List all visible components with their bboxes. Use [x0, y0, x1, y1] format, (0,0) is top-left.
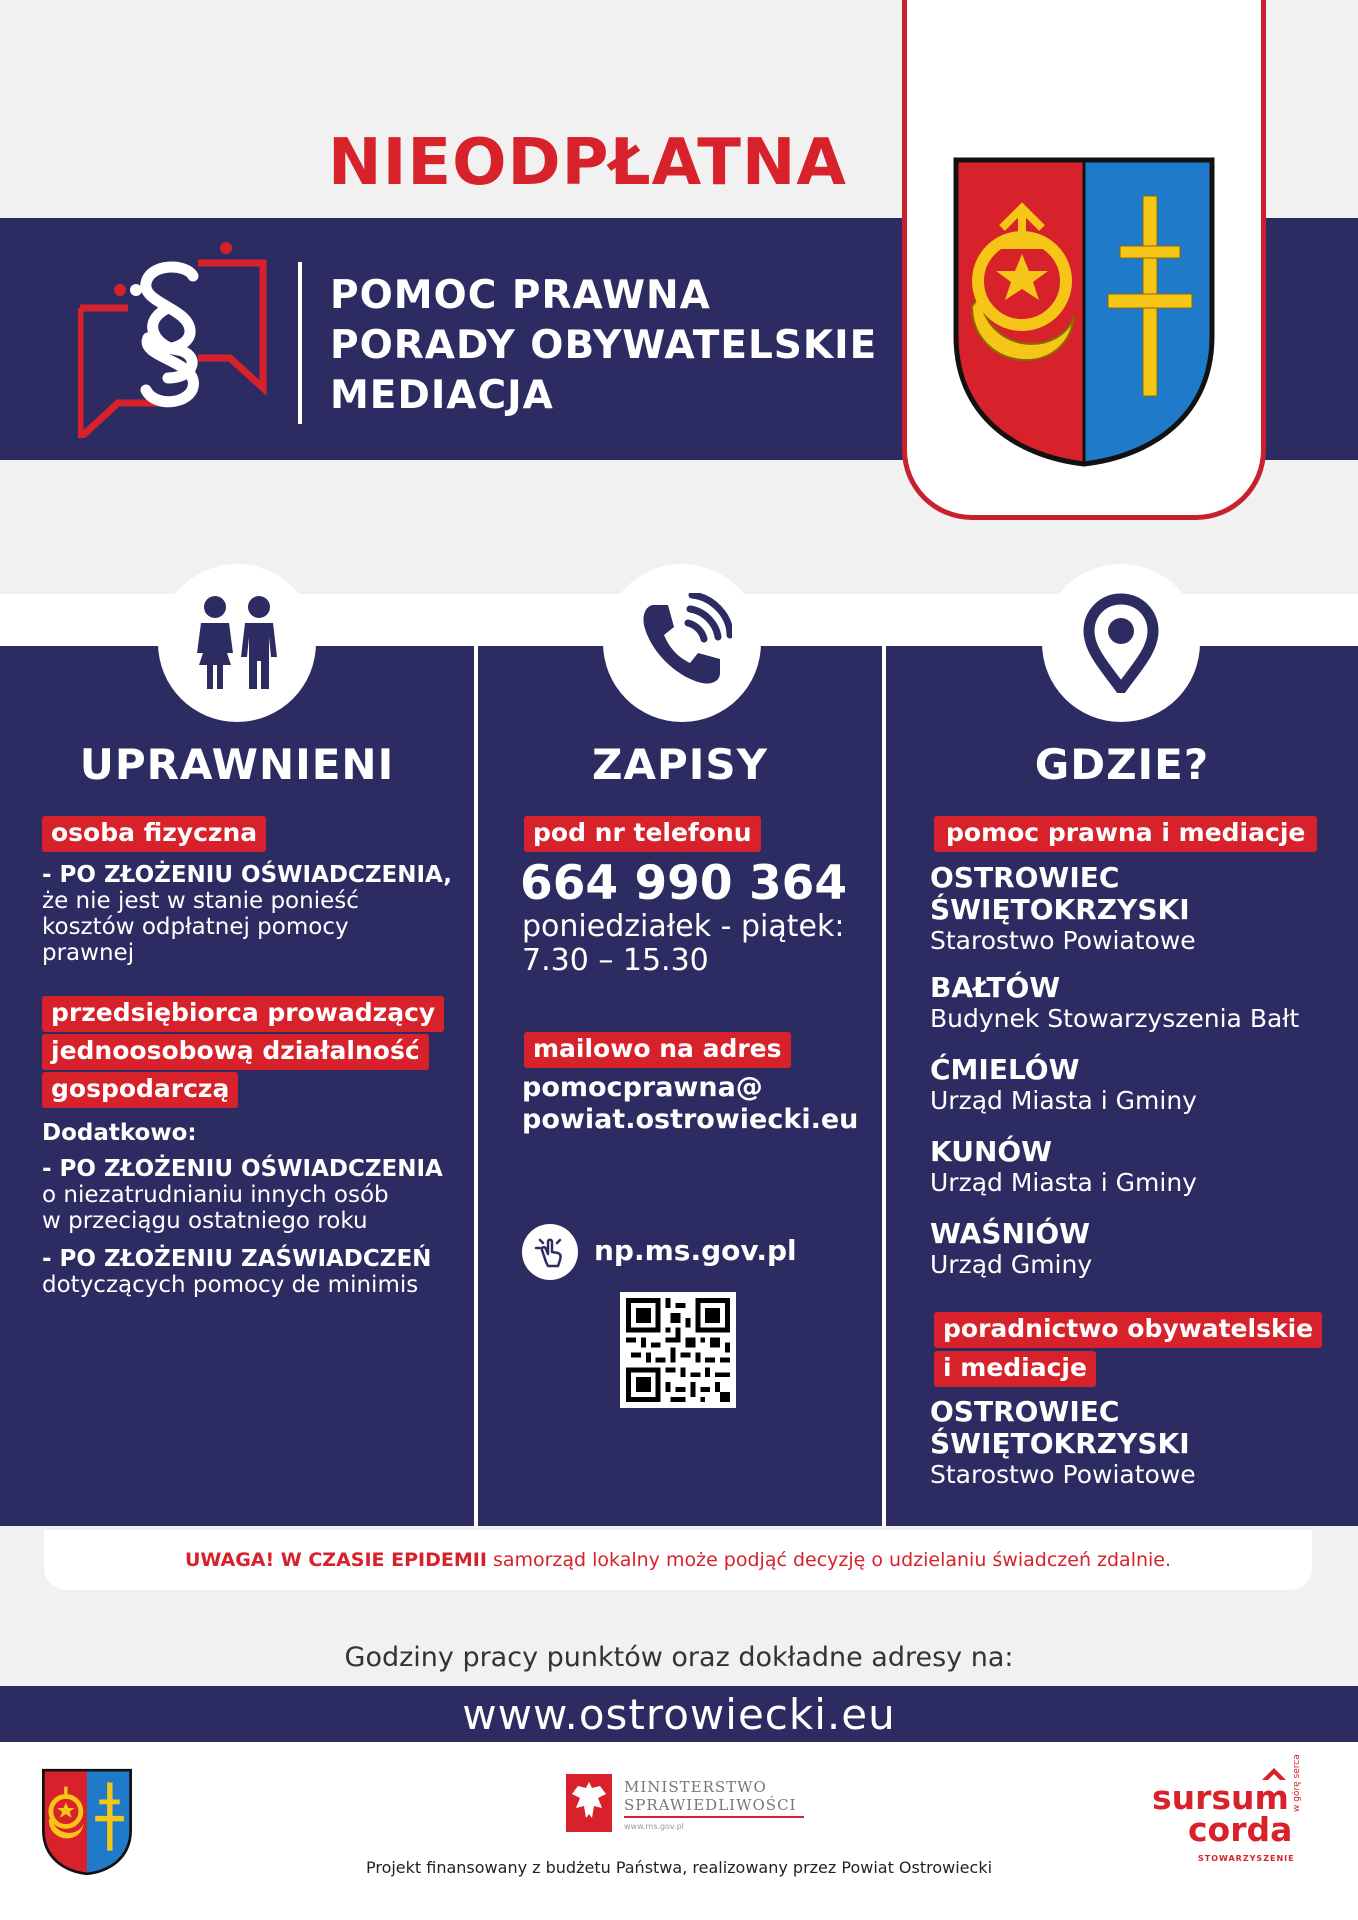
- ministry-name-line: MINISTERSTWO: [624, 1778, 767, 1796]
- notice-bold: UWAGA! W CZASIE EPIDEMII: [184, 1549, 487, 1571]
- additional-label: Dodatkowo:: [42, 1120, 197, 1146]
- sursum-side-text: w górę serca: [1292, 1754, 1302, 1812]
- service-legal-aid: POMOC PRAWNA: [330, 273, 711, 318]
- office-time: 7.30 – 15.30: [522, 943, 709, 978]
- tag-line: gospodarczą: [42, 1072, 238, 1108]
- location-name: ĆMIELÓW: [930, 1053, 1080, 1086]
- coat-of-arms-icon: [952, 156, 1216, 468]
- location-office: Budynek Stowarzyszenia Bałt: [930, 1004, 1300, 1033]
- column-title-zapisy: ZAPISY: [591, 740, 769, 789]
- column-title-uprawnieni: UPRAWNIENI: [79, 740, 395, 789]
- location-item: [930, 1054, 1299, 1116]
- location-name: BAŁTÓW: [930, 971, 1061, 1004]
- location-item: [930, 1396, 1196, 1490]
- website-link[interactable]: www.ostrowiecki.eu: [0, 1686, 1358, 1742]
- condition-line: o niezatrudnianiu innych osób: [42, 1182, 389, 1208]
- location-office: Starostwo Powiatowe: [930, 926, 1196, 955]
- tag-natural-person: osoba fizyczna: [42, 816, 266, 852]
- location-name: ŚWIĘTOKRZYSKI: [930, 1427, 1190, 1460]
- sursum-sub: STOWARZYSZENIE: [1198, 1854, 1295, 1863]
- hours-info: Godziny pracy punktów oraz dokładne adresy na:: [344, 1642, 1014, 1673]
- column-title-gdzie: GDZIE?: [1034, 740, 1210, 789]
- tag-line: i mediacje: [934, 1351, 1096, 1387]
- email-address[interactable]: [522, 1072, 858, 1136]
- office-hours: [522, 910, 844, 978]
- phone-icon: [603, 564, 761, 722]
- location-item: [930, 862, 1299, 956]
- location-pin-icon: [1042, 564, 1200, 722]
- location-list: [930, 862, 1299, 1280]
- entrepreneur-conditions: [42, 1156, 443, 1298]
- corda-word: corda: [1188, 1810, 1293, 1849]
- service-civic-advice: PORADY OBYWATELSKIE: [330, 323, 878, 368]
- tag-line: poradnictwo obywatelskie: [934, 1312, 1322, 1348]
- tag-legal-aid-mediation: pomoc prawna i mediacje: [934, 816, 1317, 852]
- condition-line: kosztów odpłatnej pomocy: [42, 914, 349, 940]
- website-link-np[interactable]: np.ms.gov.pl: [594, 1234, 797, 1267]
- ministry-url: www.ms.gov.pl: [624, 1822, 684, 1831]
- location-name: OSTROWIEC: [930, 861, 1120, 894]
- tag-email: mailowo na adres: [524, 1032, 791, 1068]
- ministry-name-line: SPRAWIEDLIWOŚCI: [624, 1796, 797, 1814]
- location-name: OSTROWIEC: [930, 1395, 1120, 1428]
- condition-line: prawnej: [42, 940, 135, 966]
- tag-line: jednoosobową działalność: [42, 1034, 429, 1070]
- paragraph-speech-bubbles-icon: [78, 238, 278, 438]
- logo-divider: [298, 262, 302, 424]
- headline: NIEODPŁATNA: [328, 126, 847, 200]
- location-name: KUNÓW: [930, 1135, 1053, 1168]
- tag-phone: pod nr telefonu: [524, 816, 761, 852]
- people-icon: [158, 564, 316, 722]
- polish-eagle-icon: [566, 1774, 612, 1832]
- location-name: WAŚNIÓW: [930, 1217, 1091, 1250]
- location-item: [930, 1136, 1299, 1198]
- condition-heading: - PO ZŁOŻENIU ZAŚWIADCZEŃ: [42, 1246, 432, 1272]
- condition-line: dotyczących pomocy de minimis: [42, 1272, 419, 1298]
- location-name: ŚWIĘTOKRZYSKI: [930, 893, 1190, 926]
- phone-number[interactable]: 664 990 364: [520, 856, 848, 911]
- ministry-name: [624, 1778, 797, 1814]
- condition-line: w przeciągu ostatniego roku: [42, 1208, 368, 1234]
- tag-civic-advice-mediation: [934, 1312, 1322, 1390]
- email-line: pomocprawna@: [522, 1072, 763, 1103]
- condition-heading: - PO ZŁOŻENIU OŚWIADCZENIA: [42, 1156, 443, 1182]
- ministry-underline: [624, 1816, 804, 1818]
- ministry-logo: [566, 1774, 806, 1838]
- location-office: Starostwo Powiatowe: [930, 1460, 1196, 1489]
- hand-tap-icon: [522, 1224, 578, 1280]
- condition-line: że nie jest w stanie ponieść: [42, 888, 359, 914]
- project-funding-note: Projekt finansowany z budżetu Państwa, realizowany przez Powiat Ostrowiecki: [365, 1858, 993, 1877]
- epidemic-notice: [44, 1530, 1312, 1590]
- office-days: poniedziałek - piątek:: [522, 909, 845, 944]
- sursum-word: sursum: [1152, 1778, 1289, 1817]
- location-item: [930, 1218, 1299, 1280]
- natural-person-conditions: [42, 862, 452, 966]
- sursum-corda-logo: [1152, 1754, 1332, 1868]
- qr-code-icon: [620, 1292, 736, 1408]
- location-office: Urząd Gminy: [930, 1250, 1093, 1279]
- tag-entrepreneur: [42, 996, 444, 1110]
- service-mediation: MEDIACJA: [330, 373, 554, 418]
- location-office: Urząd Miasta i Gminy: [930, 1168, 1197, 1197]
- location-item: [930, 972, 1299, 1034]
- email-line: powiat.ostrowiecki.eu: [522, 1104, 859, 1135]
- location-office: Urząd Miasta i Gminy: [930, 1086, 1197, 1115]
- notice-text: samorząd lokalny może podjąć decyzję o udzielaniu świadczeń zdalnie.: [486, 1549, 1172, 1571]
- condition-heading: - PO ZŁOŻENIU OŚWIADCZENIA,: [42, 862, 453, 888]
- tag-line: przedsiębiorca prowadzący: [42, 996, 444, 1032]
